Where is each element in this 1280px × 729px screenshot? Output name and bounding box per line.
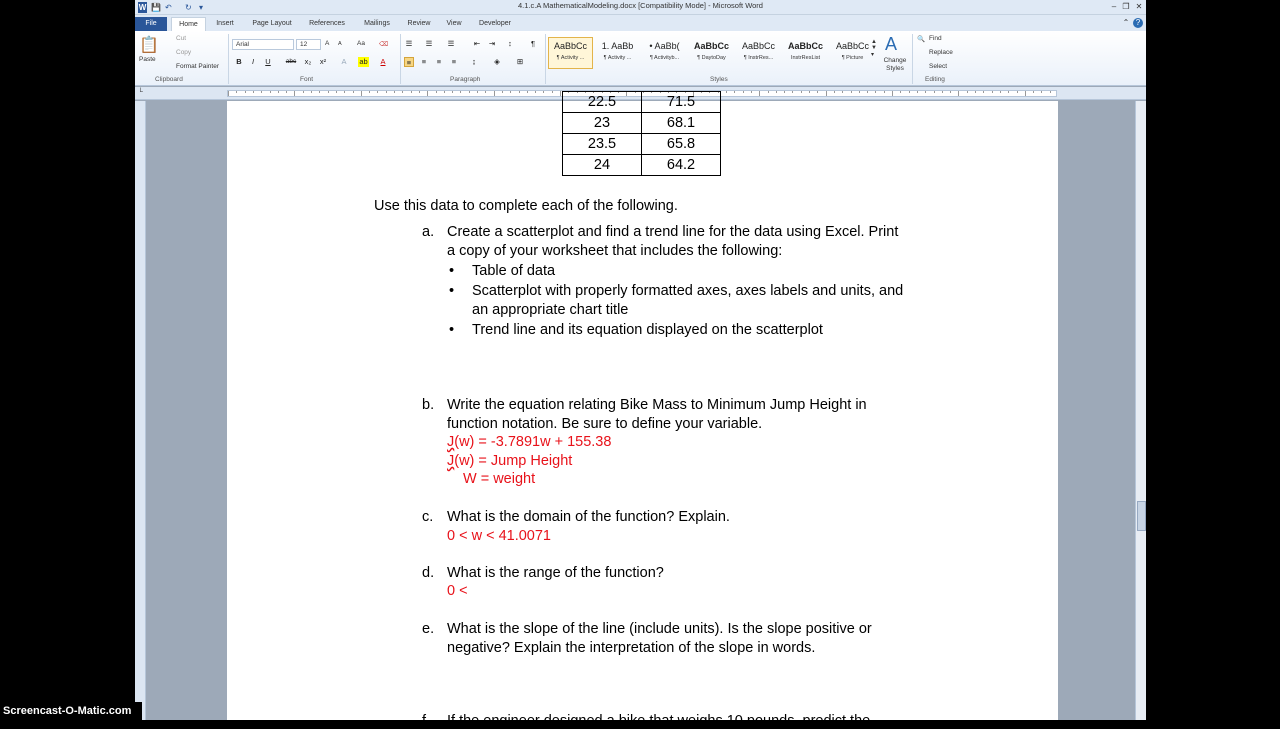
ruler-tick — [519, 91, 520, 93]
answer-d: 0 < — [447, 583, 468, 599]
minimize-button[interactable]: – — [1111, 2, 1117, 11]
align-right-icon[interactable]: ≡ — [436, 57, 442, 66]
item-c-label: c. — [422, 509, 434, 525]
tab-review[interactable]: Review — [407, 20, 431, 27]
style-caption: ¶ Activityb... — [649, 55, 680, 61]
word-app-icon[interactable]: W — [138, 3, 147, 12]
style-sample: • AaBb( — [649, 41, 680, 51]
shading-icon[interactable]: ◈ — [494, 57, 500, 66]
redo-icon[interactable]: ↻ — [185, 3, 192, 12]
ruler-tick — [253, 91, 254, 93]
ruler-tick — [336, 91, 337, 93]
word-window — [135, 0, 1146, 729]
style-sample: AaBbCc — [553, 41, 588, 51]
ruler-tick — [477, 91, 478, 93]
ruler-tick — [353, 91, 354, 93]
group-divider — [545, 34, 546, 84]
ruler-tick — [809, 91, 810, 93]
close-button[interactable]: ✕ — [1135, 2, 1143, 11]
spell-error-mark: J — [447, 434, 455, 450]
document-page[interactable] — [227, 94, 1058, 729]
ruler-tick — [934, 91, 935, 93]
item-e-label: e. — [422, 621, 435, 637]
ruler-tick — [494, 91, 495, 96]
style-tile-activity-numbered[interactable] — [595, 37, 640, 69]
ruler-tick — [402, 91, 403, 93]
vertical-ruler — [135, 101, 146, 720]
style-caption: ¶ Picture — [841, 55, 864, 61]
ruler-tick — [776, 91, 777, 93]
save-icon[interactable]: 💾 — [151, 3, 161, 12]
ruler-tick — [228, 91, 229, 96]
spell-error-mark: J — [447, 453, 455, 469]
title-bar — [135, 0, 1146, 15]
ribbon-minimize-icon[interactable]: ⌃ — [1122, 18, 1130, 27]
subscript-button[interactable]: x₂ — [304, 57, 312, 66]
ruler-tick — [975, 91, 976, 93]
style-sample: 1. AaBb — [601, 41, 634, 51]
font-name-box[interactable]: Arial — [232, 39, 294, 50]
style-caption: ¶ Activity ... — [556, 55, 585, 61]
style-sample: AaBbCc — [835, 41, 870, 51]
text-effects-icon[interactable]: A — [341, 57, 347, 66]
help-icon[interactable]: ? — [1133, 18, 1143, 28]
group-divider — [912, 34, 913, 84]
tab-developer[interactable]: Developer — [479, 20, 511, 27]
ruler-tick — [875, 91, 876, 93]
table-row — [563, 92, 721, 113]
borders-icon[interactable]: ⊞ — [516, 57, 524, 66]
change-styles-button[interactable]: Change Styles — [883, 57, 907, 72]
ruler-tick — [411, 91, 412, 93]
ruler-tick — [983, 91, 984, 93]
answer-c: 0 < w < 41.0071 — [447, 528, 551, 544]
item-f-label: f. — [422, 713, 431, 729]
ruler-tick — [427, 91, 428, 96]
ruler-tick — [394, 91, 395, 93]
ribbon-tabs — [135, 15, 1146, 31]
group-divider — [400, 34, 401, 84]
ruler-tick — [925, 91, 926, 93]
restore-button[interactable]: ❐ — [1122, 2, 1130, 11]
ruler-tick — [452, 91, 453, 93]
ruler-tick — [992, 91, 993, 93]
ruler-tick — [751, 91, 752, 93]
style-caption: ¶ InstrRes... — [743, 55, 774, 61]
tab-selector-icon[interactable]: └ — [138, 89, 143, 96]
ruler-tick — [884, 91, 885, 93]
find-button[interactable]: Find — [929, 35, 942, 42]
align-center-icon[interactable]: ≡ — [421, 57, 427, 66]
answer-b-variable: W = weight — [463, 471, 536, 487]
ruler-tick — [826, 91, 827, 96]
answer-b-definition-text: (w) = Jump Height — [454, 453, 573, 469]
change-styles-icon[interactable]: A — [885, 34, 898, 54]
scrollbar-thumb[interactable] — [1137, 501, 1146, 531]
ruler-tick — [1008, 91, 1009, 93]
clear-formatting-icon[interactable]: ⌫ — [379, 41, 389, 48]
ruler-tick — [527, 91, 528, 93]
ruler-tick — [552, 91, 553, 93]
item-b-text-1: Write the equation relating Bike Mass to Minimum Jump Height in — [447, 397, 867, 413]
italic-button[interactable]: I — [251, 57, 255, 66]
tab-references[interactable]: References — [309, 20, 345, 27]
font-group-label: Font — [300, 76, 314, 83]
table-row — [563, 113, 721, 134]
style-tile-instrreslist[interactable] — [783, 37, 828, 69]
increase-indent-icon[interactable]: ⇥ — [488, 39, 496, 48]
table-cell: 71.5 — [642, 92, 721, 113]
ruler-tick — [543, 91, 544, 93]
style-caption: ¶ Activity ... — [603, 55, 632, 61]
clipboard-group-label: Clipboard — [155, 76, 183, 83]
numbering-icon[interactable]: ☰ — [425, 39, 433, 48]
answer-b-equation-text: (w) = -3.7891w + 155.38 — [454, 434, 612, 450]
ruler-tick — [286, 91, 287, 93]
ruler-tick — [560, 91, 561, 96]
item-c-text: What is the domain of the function? Explain. — [447, 509, 730, 525]
table-row — [563, 155, 721, 176]
ruler-tick — [386, 91, 387, 93]
ruler-tick — [784, 91, 785, 93]
window-title: 4.1.c.A MathematicalModeling.docx [Compatibility Mode] - Microsoft Word — [518, 1, 763, 10]
ruler-tick — [460, 91, 461, 93]
item-d-label: d. — [422, 565, 435, 581]
ruler-tick — [817, 91, 818, 93]
ruler-tick — [510, 91, 511, 93]
answer-b-equation — [447, 434, 611, 450]
ruler-tick — [369, 91, 370, 93]
data-table — [562, 91, 721, 176]
customize-qat-icon[interactable]: ▾ — [199, 3, 204, 12]
ruler-tick — [950, 91, 951, 93]
ruler-tick — [377, 91, 378, 93]
ruler-tick — [859, 91, 860, 93]
bullet-icon: • — [449, 263, 455, 279]
ruler-tick — [311, 91, 312, 93]
tab-insert[interactable]: Insert — [216, 20, 234, 27]
item-a-label: a. — [422, 224, 435, 240]
style-caption: InstrResList — [790, 55, 821, 61]
ruler-tick — [917, 91, 918, 93]
styles-group-label: Styles — [710, 76, 728, 83]
grow-font-icon[interactable]: A — [325, 40, 330, 47]
replace-button[interactable]: Replace — [929, 49, 953, 56]
ruler-tick — [485, 91, 486, 93]
change-case-icon[interactable]: Aa — [357, 40, 365, 47]
styles-scroll-icon[interactable]: ▲ ▼ ▾ — [871, 39, 877, 58]
ruler-tick — [900, 91, 901, 93]
style-sample: AaBbCc — [693, 41, 729, 51]
table-cell: 23.5 — [563, 134, 642, 155]
item-e-text-2: negative? Explain the interpretation of the slope in words. — [447, 640, 816, 656]
paragraph-group-label: Paragraph — [450, 76, 481, 83]
decrease-indent-icon[interactable]: ⇤ — [473, 39, 481, 48]
cut-button[interactable]: Cut — [176, 35, 187, 42]
bullets-icon[interactable]: ☰ — [405, 39, 413, 48]
style-tile-activity-bullet[interactable] — [642, 37, 687, 69]
select-button[interactable]: Select — [929, 63, 948, 70]
recorder-watermark: Screencast-O-Matic.com — [0, 702, 142, 720]
table-cell: 23 — [563, 113, 642, 134]
ruler-tick — [892, 91, 893, 96]
ruler-tick — [768, 91, 769, 93]
vertical-scrollbar[interactable] — [1135, 101, 1146, 720]
align-left-icon[interactable]: ≡ — [404, 57, 414, 67]
find-icon[interactable]: 🔍 — [917, 36, 926, 43]
ruler-tick — [236, 91, 237, 93]
shrink-font-icon[interactable]: A — [338, 41, 342, 47]
ruler-tick — [1000, 91, 1001, 93]
font-color-button[interactable]: A — [380, 57, 386, 66]
ruler-tick — [294, 91, 295, 96]
tab-home[interactable]: Home — [171, 17, 206, 31]
style-tile-daytoday[interactable] — [689, 37, 734, 69]
ruler-tick — [967, 91, 968, 93]
table-cell: 65.8 — [642, 134, 721, 155]
style-caption: ¶ DaytoDay — [697, 55, 726, 61]
ruler-tick — [535, 91, 536, 93]
ruler-tick — [1017, 91, 1018, 93]
item-e-text-1: What is the slope of the line (include units). Is the slope positive or — [447, 621, 872, 637]
table-row — [563, 134, 721, 155]
justify-icon[interactable]: ≡ — [451, 57, 457, 66]
ribbon — [135, 31, 1146, 86]
ruler-tick — [867, 91, 868, 93]
bullet-text-2a: Scatterplot with properly formatted axes, axes labels and units, and — [472, 283, 904, 299]
item-b-text-2: function notation. Be sure to define your variable. — [447, 416, 763, 432]
ruler-tick — [502, 91, 503, 93]
tab-view[interactable]: View — [446, 20, 462, 27]
ruler-tick — [278, 91, 279, 93]
strikethrough-button[interactable]: abc — [285, 58, 297, 65]
show-formatting-button[interactable]: ¶ — [530, 39, 536, 48]
table-cell: 64.2 — [642, 155, 721, 176]
paste-button[interactable]: Paste — [139, 56, 156, 63]
ruler-tick — [303, 91, 304, 93]
item-f-text: If the engineer designed a bike that weighs 10 pounds, predict the — [447, 713, 871, 729]
style-tile-activity[interactable] — [548, 37, 593, 69]
ruler-tick — [1041, 91, 1042, 93]
line-spacing-icon[interactable]: ↨ — [472, 57, 476, 66]
style-tile-instrres[interactable] — [736, 37, 781, 69]
table-cell: 22.5 — [563, 92, 642, 113]
ruler-tick — [419, 91, 420, 93]
tab-page-layout[interactable]: Page Layout — [252, 20, 292, 27]
ruler-tick — [743, 91, 744, 93]
font-size-box[interactable]: 12 — [296, 39, 321, 50]
ruler-tick — [436, 91, 437, 93]
ruler-tick — [842, 91, 843, 93]
copy-button[interactable]: Copy — [176, 49, 192, 56]
tab-file[interactable]: File — [135, 17, 167, 31]
sort-icon[interactable]: ↕ — [508, 39, 512, 48]
ruler-tick — [942, 91, 943, 93]
ruler-tick — [851, 91, 852, 93]
bullet-text-2b: an appropriate chart title — [472, 302, 629, 318]
table-cell: 24 — [563, 155, 642, 176]
multilevel-list-icon[interactable]: ☰ — [447, 39, 455, 48]
ruler-tick — [801, 91, 802, 93]
style-sample: AaBbCc — [741, 41, 776, 51]
tab-mailings[interactable]: Mailings — [364, 20, 390, 27]
ruler-tick — [759, 91, 760, 96]
item-a-text-2: a copy of your worksheet that includes the following: — [447, 243, 783, 259]
paste-icon[interactable]: 📋 — [139, 37, 159, 54]
highlight-icon[interactable]: ab — [359, 57, 368, 66]
group-divider — [228, 34, 229, 84]
ruler-tick — [245, 91, 246, 93]
superscript-button[interactable]: x² — [319, 57, 327, 66]
style-sample: AaBbCc — [787, 41, 823, 51]
ruler-tick — [270, 91, 271, 93]
ruler-tick — [328, 91, 329, 93]
bullet-icon: • — [449, 283, 455, 299]
format-painter-button[interactable]: Format Painter — [176, 63, 219, 70]
ruler-tick — [958, 91, 959, 96]
bullet-text-1: Table of data — [472, 263, 556, 279]
ruler-tick — [834, 91, 835, 93]
ruler-tick — [734, 91, 735, 93]
bold-button[interactable]: B — [236, 57, 242, 66]
ruler-tick — [1033, 91, 1034, 93]
item-d-text: What is the range of the function? — [447, 565, 664, 581]
ruler-tick — [1025, 91, 1026, 96]
style-tile-picture[interactable] — [830, 37, 875, 69]
editing-group-label: Editing — [925, 76, 945, 83]
ruler-tick — [469, 91, 470, 93]
ruler-tick — [361, 91, 362, 96]
ruler-tick — [792, 91, 793, 93]
underline-button[interactable]: U — [265, 57, 271, 66]
ruler-tick — [444, 91, 445, 93]
bullet-icon: • — [449, 322, 455, 338]
bullet-text-3: Trend line and its equation displayed on the scatterplot — [472, 322, 823, 338]
item-b-label: b. — [422, 397, 435, 413]
ruler-tick — [261, 91, 262, 93]
ruler-tick — [344, 91, 345, 93]
ruler-tick — [1050, 91, 1051, 93]
table-cell: 68.1 — [642, 113, 721, 134]
item-a-text-1: Create a scatterplot and find a trend line for the data using Excel. Print — [447, 224, 899, 240]
ruler-tick — [726, 91, 727, 93]
intro-text: Use this data to complete each of the following. — [374, 198, 678, 214]
ruler-tick — [319, 91, 320, 93]
answer-b-definition — [447, 453, 572, 469]
ruler-tick — [909, 91, 910, 93]
undo-icon[interactable]: ↶ — [165, 3, 172, 12]
